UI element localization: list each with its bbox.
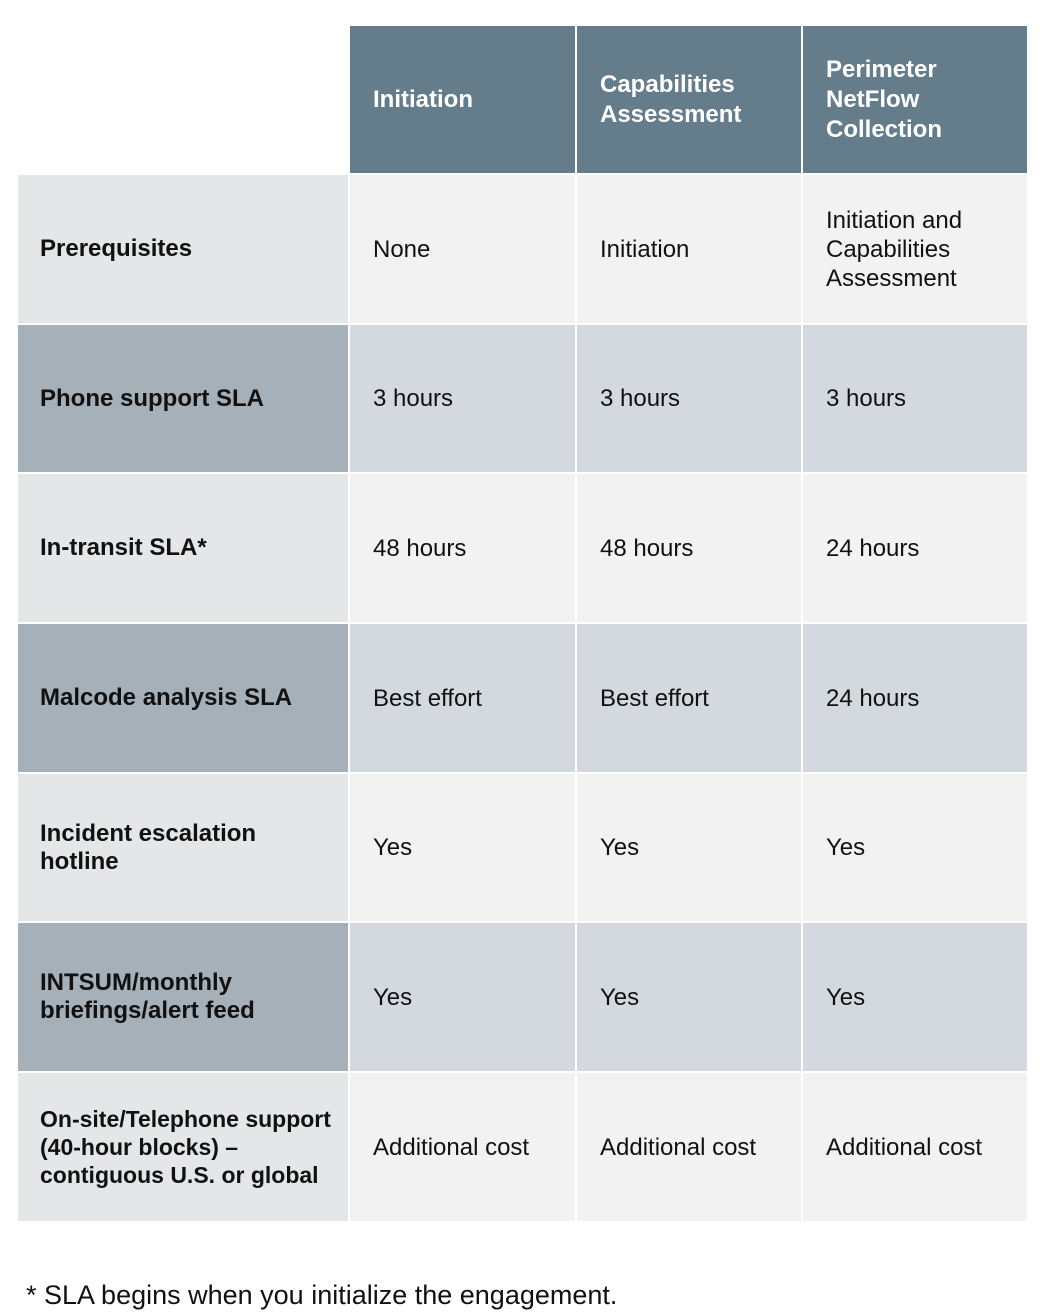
row-label: Malcode analysis SLA bbox=[18, 624, 348, 772]
table-cell: Best effort bbox=[577, 624, 801, 772]
row-label: Phone support SLA bbox=[18, 325, 348, 472]
table-cell: 48 hours bbox=[350, 474, 575, 622]
table-cell: 24 hours bbox=[803, 474, 1027, 622]
table-cell: Additional cost bbox=[350, 1073, 575, 1221]
table-cell: Yes bbox=[350, 923, 575, 1071]
row-label: In-transit SLA* bbox=[18, 474, 348, 622]
table-cell: Yes bbox=[577, 774, 801, 921]
row-label: Prerequisites bbox=[18, 175, 348, 323]
row-label: INTSUM/monthly briefings/alert feed bbox=[18, 923, 348, 1071]
column-header-initiation: Initiation bbox=[350, 26, 575, 173]
table-cell: 3 hours bbox=[577, 325, 801, 472]
column-header-capabilities-assessment: Capabilities Assessment bbox=[577, 26, 801, 173]
table-cell: Initiation bbox=[577, 175, 801, 323]
table-cell: 24 hours bbox=[803, 624, 1027, 772]
row-label: On-site/Telephone support (40-hour blocks) – contiguous U.S. or global bbox=[18, 1073, 348, 1221]
table-cell: None bbox=[350, 175, 575, 323]
table-cell: Initiation and Capabilities Assessment bbox=[803, 175, 1027, 323]
table-cell: Additional cost bbox=[803, 1073, 1027, 1221]
table-cell: Yes bbox=[803, 774, 1027, 921]
table-cell: Yes bbox=[350, 774, 575, 921]
table-cell: 48 hours bbox=[577, 474, 801, 622]
table-cell: Best effort bbox=[350, 624, 575, 772]
column-header-perimeter-netflow-collection: Perimeter NetFlow Collection bbox=[803, 26, 1027, 173]
table-cell: Yes bbox=[577, 923, 801, 1071]
table-cell: Additional cost bbox=[577, 1073, 801, 1221]
table-cell: Yes bbox=[803, 923, 1027, 1071]
row-label: Incident escalation hotline bbox=[18, 774, 348, 921]
footnote: * SLA begins when you initialize the engagement. bbox=[26, 1280, 618, 1310]
table-cell: 3 hours bbox=[803, 325, 1027, 472]
table-cell: 3 hours bbox=[350, 325, 575, 472]
